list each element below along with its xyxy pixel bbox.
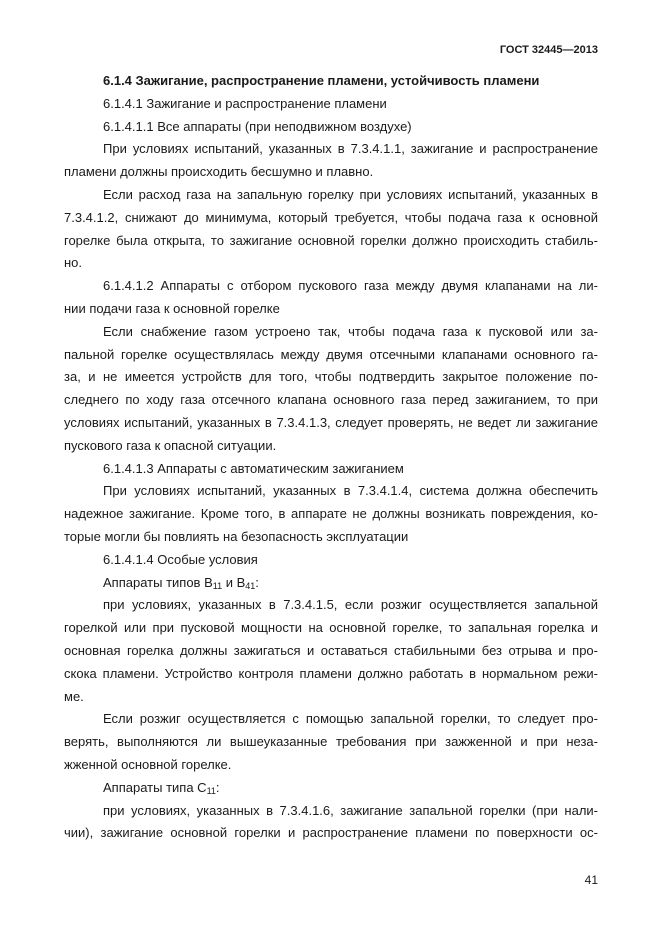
text-line: при условиях, указанных в 7.3.4.1.6, зажигание запальной горелки (при нали- <box>103 802 598 818</box>
standard-header: ГОСТ 32445—2013 <box>499 44 598 56</box>
text-line: 6.1.4.1.1 Все аппараты (при неподвижном воздухе) <box>103 118 412 134</box>
text-line: горелке была открыта, то зажигание основной горелки должно происходить стабиль- <box>64 232 598 248</box>
text-line: горелкой или при пусковой мощности на основной горелке, то запальная горелка и <box>64 620 598 636</box>
page-number: 41 <box>584 873 598 887</box>
text-line: основная горелка должны зажигаться и оставаться стабильными без отрыва и про- <box>64 642 598 658</box>
text-line: Если снабжение газом устроено так, чтобы подача газа к пусковой или за- <box>103 323 598 339</box>
text-line: Аппараты типов $B_{11}$ и $B_{41}$: <box>103 574 259 591</box>
text-line: Если розжиг осуществляется с помощью запальной горелки, то следует про- <box>103 711 598 727</box>
text-line: Если расход газа на запальную горелку при условиях испытаний, указанных в <box>103 186 598 202</box>
text-line: 6.1.4.1.4 Особые условия <box>103 551 258 567</box>
text-line: ме. <box>64 688 84 704</box>
text-line: чии), зажигание основной горелки и распространение пламени по поверхности ос- <box>64 825 598 841</box>
text-line: нии подачи газа к основной горелке <box>64 300 280 316</box>
text-line: При условиях испытаний, указанных в 7.3.4.1.1, зажигание и распространение <box>103 141 598 157</box>
text-line: скока пламени. Устройство контроля пламени должно работать в нормальном режи- <box>64 665 598 681</box>
text-line: 6.1.4.1.2 Аппараты с отбором пускового газа между двумя клапанами на ли- <box>103 278 598 294</box>
text-line: 6.1.4 Зажигание, распространение пламени, устойчивость пламени <box>103 73 540 88</box>
text-line: пускового газа к опасной ситуации. <box>64 437 277 453</box>
text-line: следнего по ходу газа отсечного клапана основного газа перед зажиганием, то при <box>64 392 598 408</box>
document-body <box>64 70 598 845</box>
text-line: торые могли бы повлиять на безопасность эксплуатации <box>64 528 409 544</box>
text-line: 6.1.4.1 Зажигание и распространение пламени <box>103 95 387 111</box>
text-line: условиях испытаний, указанных в 7.3.4.1.3, следует проверять, не ведет ли зажигание <box>64 414 598 430</box>
text-line: но. <box>64 255 83 271</box>
text-line: Аппараты типа $C_{11}$: <box>103 779 220 796</box>
text-line: При условиях испытаний, указанных в 7.3.4.1.4, система должна обеспечить <box>103 483 598 499</box>
text-line: при условиях, указанных в 7.3.4.1.5, если розжиг осуществляется запальной <box>103 597 598 613</box>
text-line: 6.1.4.1.3 Аппараты с автоматическим зажиганием <box>103 460 404 476</box>
text-line: верять, выполняются ли вышеуказанные требования при зажженной и при неза- <box>64 734 598 750</box>
text-line: жженной основной горелке. <box>64 756 232 772</box>
text-line: пальной горелке осуществлялась между двумя отсечными клапанами основного га- <box>64 346 598 362</box>
text-line: за, и не имеется устройств для того, чтобы подтвердить закрытое положение по- <box>64 369 598 385</box>
text-line: надежное зажигание. Кроме того, в аппарате не должны возникать повреждения, ко- <box>64 506 598 522</box>
text-line: 7.3.4.1.2, снижают до минимума, который требуется, чтобы подача газа к основной <box>64 209 598 225</box>
text-line: пламени должны происходить бесшумно и плавно. <box>64 164 374 180</box>
